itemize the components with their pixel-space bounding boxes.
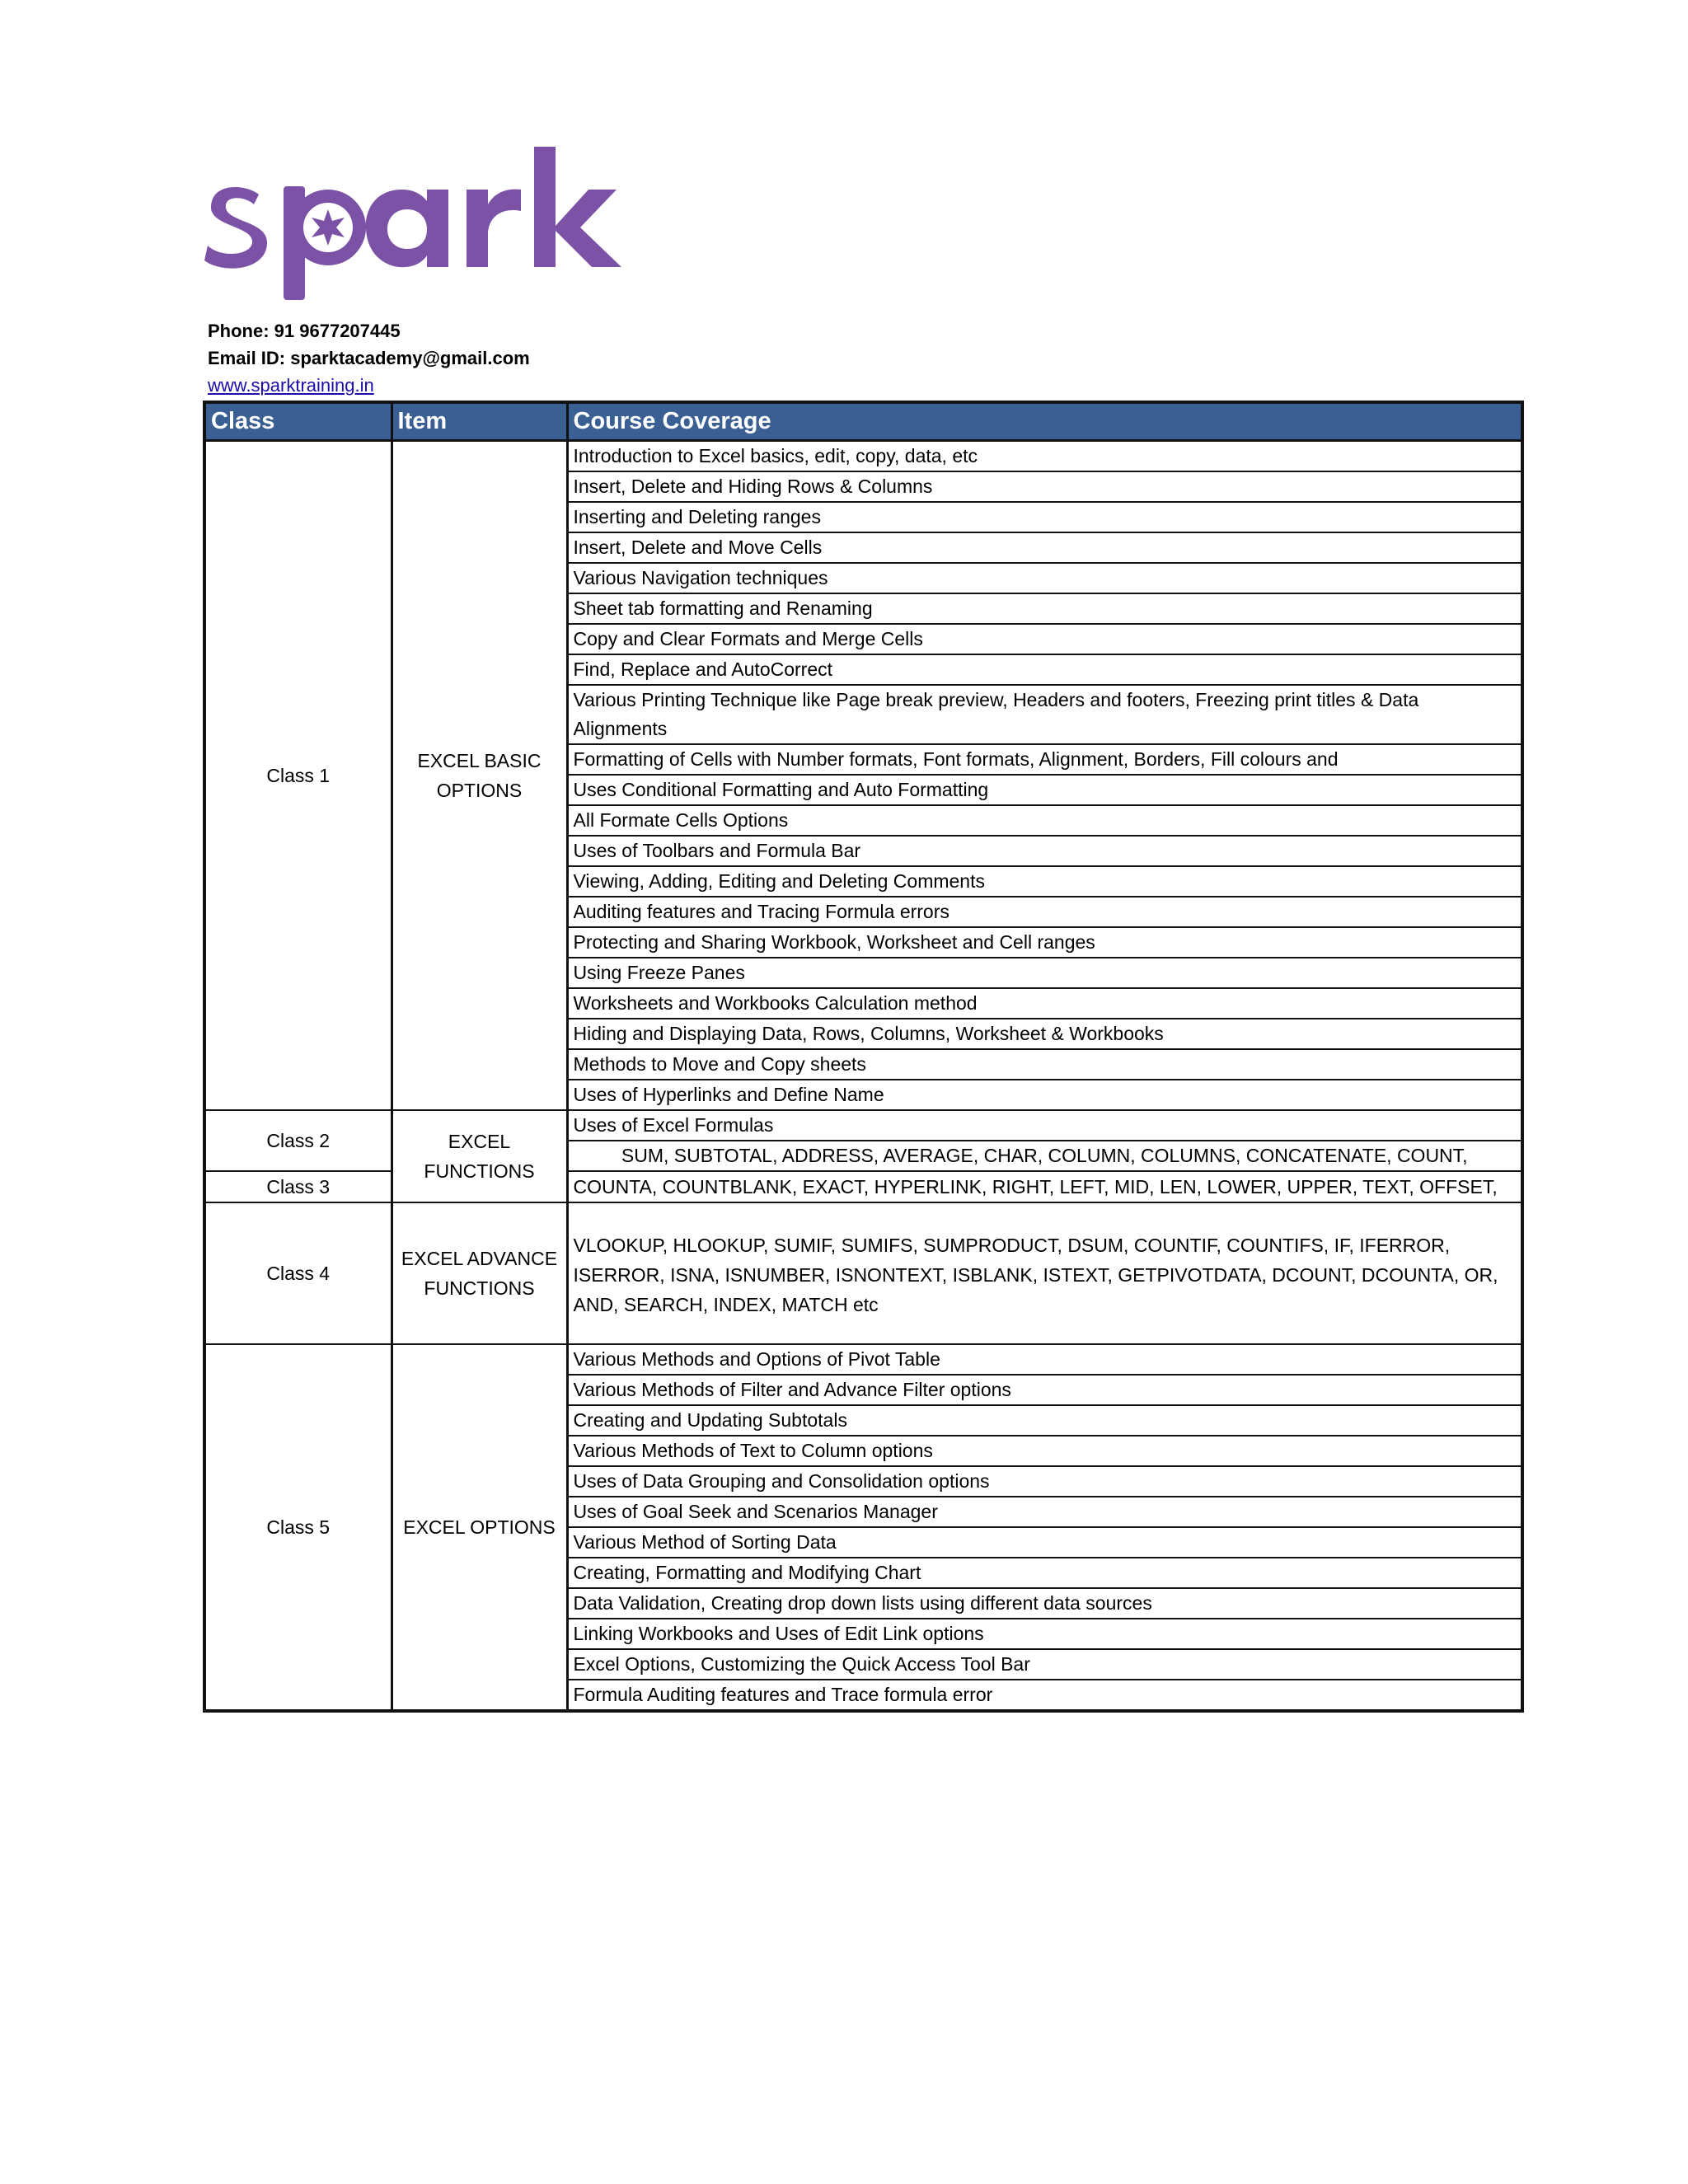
coverage-cell: Introduction to Excel basics, edit, copy, data, etc	[567, 441, 1522, 472]
coverage-cell: Using Freeze Panes	[567, 958, 1522, 988]
coverage-cell: Excel Options, Customizing the Quick Access Tool Bar	[567, 1649, 1522, 1680]
spark-logo	[204, 147, 626, 300]
email-address: Email ID: sparktacademy@gmail.com	[208, 348, 530, 368]
table-row	[204, 441, 1522, 472]
coverage-cell: Inserting and Deleting ranges	[567, 502, 1522, 532]
header-class: Class	[204, 402, 392, 441]
item-cell: EXCEL ADVANCE FUNCTIONS	[392, 1202, 567, 1344]
class-cell: Class 5	[204, 1344, 392, 1711]
class-cell: Class 4	[204, 1202, 392, 1344]
coverage-cell: Various Methods of Filter and Advance Filter options	[567, 1375, 1522, 1405]
coverage-cell: Methods to Move and Copy sheets	[567, 1049, 1522, 1080]
header-item: Item	[392, 402, 567, 441]
item-cell: EXCEL OPTIONS	[392, 1344, 567, 1711]
table-row	[204, 1110, 1522, 1141]
coverage-cell: Various Method of Sorting Data	[567, 1527, 1522, 1558]
coverage-cell: Worksheets and Workbooks Calculation method	[567, 988, 1522, 1019]
coverage-cell: Creating, Formatting and Modifying Chart	[567, 1558, 1522, 1588]
coverage-cell: Formatting of Cells with Number formats, Font formats, Alignment, Borders, Fill colours and	[567, 744, 1522, 775]
coverage-cell: Uses Conditional Formatting and Auto Formatting	[567, 775, 1522, 805]
coverage-cell: COUNTA, COUNTBLANK, EXACT, HYPERLINK, RIGHT, LEFT, MID, LEN, LOWER, UPPER, TEXT, OFFSET,	[567, 1171, 1522, 1202]
coverage-cell: Find, Replace and AutoCorrect	[567, 654, 1522, 685]
table-row	[204, 1202, 1522, 1344]
coverage-cell: Hiding and Displaying Data, Rows, Columns, Worksheet & Workbooks	[567, 1019, 1522, 1049]
item-cell: EXCEL BASIC OPTIONS	[392, 441, 567, 1111]
website-link[interactable]: www.sparktraining.in	[208, 375, 374, 396]
coverage-cell: Formula Auditing features and Trace formula error	[567, 1680, 1522, 1711]
class-cell: Class 3	[204, 1171, 392, 1202]
table-header-row	[204, 402, 1522, 441]
coverage-cell: Various Methods of Text to Column options	[567, 1436, 1522, 1466]
coverage-cell: Various Printing Technique like Page break preview, Headers and footers, Freezing print titles & Data Alignments	[567, 685, 1522, 744]
coverage-cell: Data Validation, Creating drop down lists using different data sources	[567, 1588, 1522, 1619]
coverage-cell: Auditing features and Tracing Formula errors	[567, 897, 1522, 927]
table-row	[204, 1344, 1522, 1375]
coverage-cell: All Formate Cells Options	[567, 805, 1522, 836]
class-cell: Class 2	[204, 1110, 392, 1171]
header-course-coverage: Course Coverage	[567, 402, 1522, 441]
coverage-cell: Various Methods and Options of Pivot Table	[567, 1344, 1522, 1375]
coverage-cell: Uses of Goal Seek and Scenarios Manager	[567, 1497, 1522, 1527]
class-cell: Class 1	[204, 441, 392, 1111]
coverage-cell: SUM, SUBTOTAL, ADDRESS, AVERAGE, CHAR, COLUMN, COLUMNS, CONCATENATE, COUNT,	[567, 1141, 1522, 1171]
coverage-cell: Various Navigation techniques	[567, 563, 1522, 593]
coverage-cell: Viewing, Adding, Editing and Deleting Comments	[567, 866, 1522, 897]
coverage-cell: Insert, Delete and Move Cells	[567, 532, 1522, 563]
course-table	[203, 401, 1524, 1713]
spark-logo-graphic	[204, 147, 626, 300]
item-cell: EXCEL FUNCTIONS	[392, 1110, 567, 1202]
coverage-cell: Uses of Data Grouping and Consolidation options	[567, 1466, 1522, 1497]
coverage-cell: Sheet tab formatting and Renaming	[567, 593, 1522, 624]
coverage-cell: Uses of Excel Formulas	[567, 1110, 1522, 1141]
coverage-cell: VLOOKUP, HLOOKUP, SUMIF, SUMIFS, SUMPRODUCT, DSUM, COUNTIF, COUNTIFS, IF, IFERROR, ISERROR, ISNA, ISNUMBER, ISNONTEXT, ISBLANK, ISTEXT, GETPIVOTDATA, DCOUNT, DCOUNTA, OR, AND, SEARCH, INDEX, MATCH etc	[567, 1202, 1522, 1344]
coverage-cell: Creating and Updating Subtotals	[567, 1405, 1522, 1436]
coverage-cell: Uses of Hyperlinks and Define Name	[567, 1080, 1522, 1110]
coverage-cell: Copy and Clear Formats and Merge Cells	[567, 624, 1522, 654]
coverage-cell: Insert, Delete and Hiding Rows & Columns	[567, 471, 1522, 502]
coverage-cell: Uses of Toolbars and Formula Bar	[567, 836, 1522, 866]
phone-number: Phone: 91 9677207445	[208, 321, 401, 341]
coverage-cell: Linking Workbooks and Uses of Edit Link options	[567, 1619, 1522, 1649]
coverage-cell: Protecting and Sharing Workbook, Worksheet and Cell ranges	[567, 927, 1522, 958]
